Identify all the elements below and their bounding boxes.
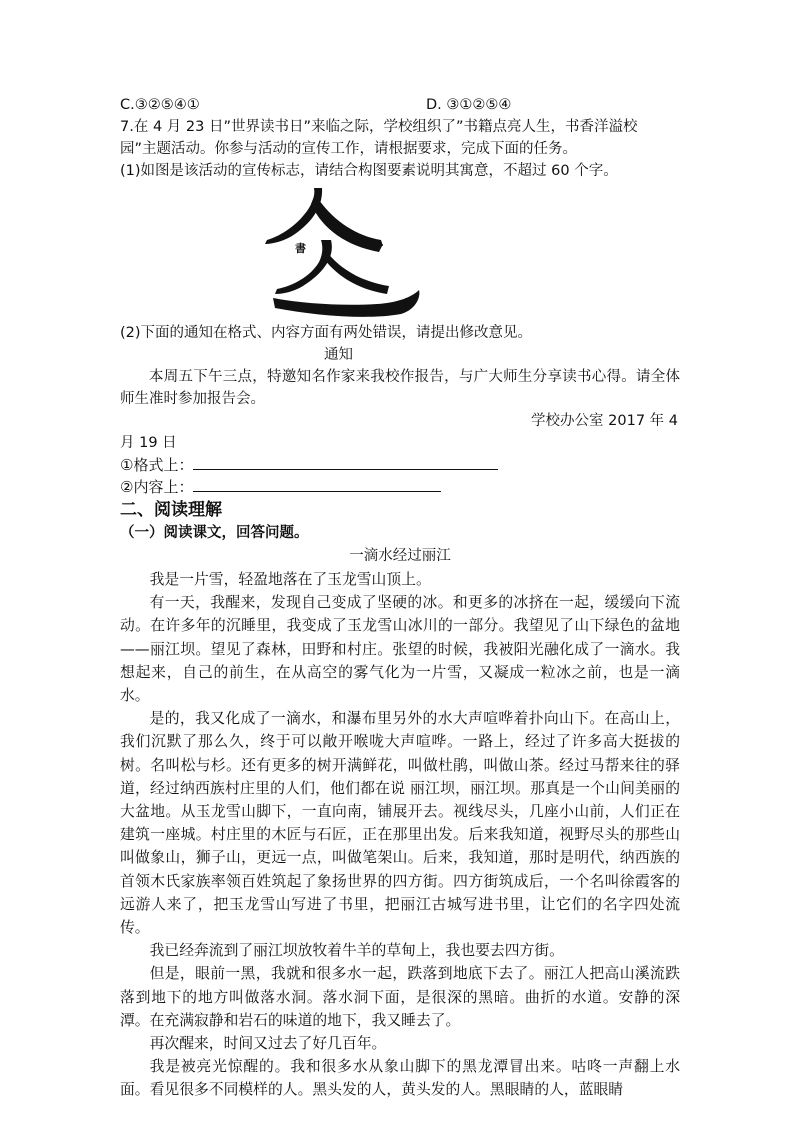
reading-day-logo bbox=[120, 186, 680, 320]
question-7-intro-line-1: 7.在 4 月 23 日”世界读书日”来临之际，学校组织了”书籍点亮人生，书香洋溢校 bbox=[120, 119, 638, 135]
book-person-logo-image bbox=[265, 186, 425, 320]
logo-book-character: 書 bbox=[295, 242, 306, 255]
article-title: 一滴水经过丽江 bbox=[349, 548, 451, 564]
question-7-task-2: (2)下面的通知在格式、内容方面有两处错误，请提出修改意见。 bbox=[120, 325, 533, 341]
notice-body: 本周五下午三点，特邀知名作家来我校作报告，与广大师生分享读书心得。请全体师生准时参加报告会。 bbox=[120, 369, 680, 407]
question-7-task-1: (1)如图是该活动的宣传标志，请结合构图要素说明其寓意，不超过 60 个字。 bbox=[120, 163, 618, 179]
article-paragraph: 我已经奔流到了丽江坝放牧着牛羊的草甸上，我也要去四方街。 bbox=[149, 942, 564, 960]
section-heading: 二、阅读理解 bbox=[120, 500, 222, 520]
format-answer-label: ①格式上： bbox=[120, 456, 194, 474]
section-subheading: （一）阅读课文，回答问题。 bbox=[120, 524, 309, 541]
article-paragraph: 但是，眼前一黑，我就和很多水一起，跌落到地底下去了。丽江人把高山溪流跌落到地下的地方叫做落水洞。落水洞下面，是很深的黑暗。曲折的水道。安静的深潭。在充满寂静和岩石的味道的地下，我又睡去了。 bbox=[120, 965, 680, 1029]
notice-signature: 学校办公室 2017 年 4 bbox=[531, 413, 678, 429]
content-answer-blank[interactable] bbox=[193, 477, 441, 492]
question-7-intro-line-2: 园”主题活动。你参与活动的宣传工作，请根据要求，完成下面的任务。 bbox=[120, 141, 578, 157]
notice-date: 月 19 日 bbox=[120, 435, 177, 451]
article-paragraph: 我是被亮光惊醒的。我和很多水从象山脚下的黑龙潭冒出来。咕咚一声翻上水面。看见很多不同模样的人。黑头发的人，黄头发的人。黑眼睛的人，蓝眼睛 bbox=[120, 1058, 680, 1099]
answer-options-row bbox=[120, 94, 680, 116]
article-paragraph: 我是一片雪，轻盈地落在了玉龙雪山顶上。 bbox=[149, 571, 431, 588]
article-paragraph: 再次醒来，时间又过去了好几百年。 bbox=[149, 1035, 387, 1053]
article-paragraph: 有一天，我醒来，发现自己变成了坚硬的冰。和更多的冰挤在一起，缓缓向下流动。在许多年的沉睡里，我变成了玉龙雪山冰川的一部分。我望见了山下绿色的盆地——丽江坝。望见了森林，田野和村庄。张望的时候，我被阳光融化成了一滴水。我想起来，自己的前生，在从高空的雾气化为一片雪，又凝成一粒冰之前，也是一滴水。 bbox=[120, 594, 680, 705]
notice-title: 通知 bbox=[324, 347, 353, 363]
format-answer-blank[interactable] bbox=[193, 455, 498, 470]
content-answer-row bbox=[120, 476, 680, 498]
option-d: D. ③①②⑤④ bbox=[426, 97, 512, 113]
option-c: C.③②⑤④① bbox=[120, 97, 200, 113]
exam-page bbox=[120, 94, 680, 1102]
article-paragraph: 是的，我又化成了一滴水，和瀑布里另外的水大声喧哗着扑向山下。在高山上，我们沉默了那么久，终于可以敞开喉咙大声喧哗。一路上，经过了许多高大挺拔的树。名叫松与杉。还有更多的树开满鲜花，叫做杜鹃，叫做山茶。经过马帮来往的驿道，经过纳西族村庄里的人们，他们都在说 丽江坝，丽江坝。那真是一个山间美丽的大盆地。从玉龙雪山脚下，一直向南，铺展开去。视线尽头，几座小山前，人们正在建筑一座城。村庄里的木匠与石匠，正在那里出发。后来我知道，视野尽头的那些山叫做象山，狮子山，更远一点，叫做笔架山。后来，我知道，那时是明代，纳西族的首领木氏家族率领百姓筑起了象扬世界的四方街。四方街筑成后，一个名叫徐霞客的远游人来了，把玉龙雪山写进了书里，把丽江古城写进书里，让它们的名字四处流传。 bbox=[120, 710, 680, 937]
content-answer-label: ②内容上： bbox=[120, 478, 194, 496]
format-answer-row bbox=[120, 454, 680, 476]
